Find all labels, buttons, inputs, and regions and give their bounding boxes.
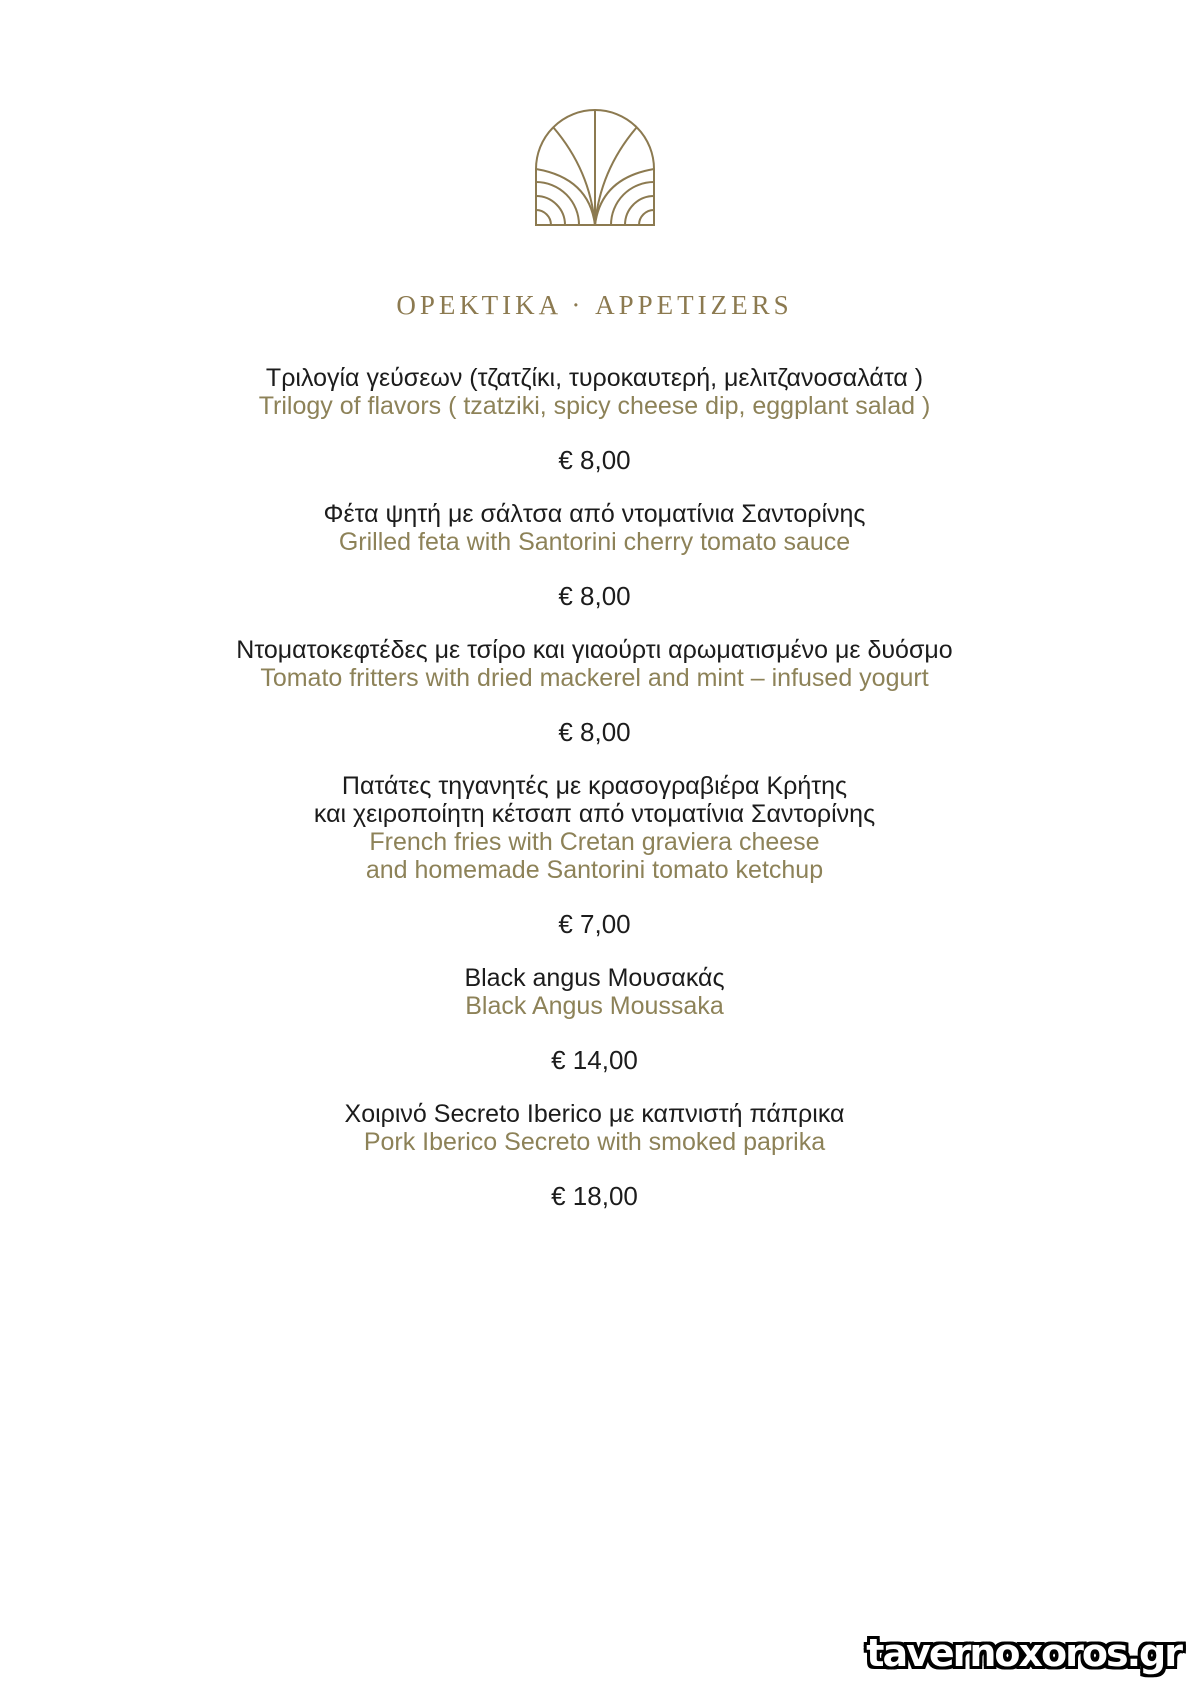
menu-item bbox=[0, 500, 1189, 610]
item-price: € 18,00 bbox=[551, 1181, 638, 1211]
item-name-english: Black Angus Moussaka bbox=[465, 992, 724, 1020]
item-name-greek: Ντοματοκεφτέδες με τσίρο και γιαούρτι αρωματισμένο με δυόσμο bbox=[236, 636, 953, 664]
menu-item bbox=[0, 772, 1189, 938]
item-name-greek: Τριλογία γεύσεων (τζατζίκι, τυροκαυτερή, μελιτζανοσαλάτα ) bbox=[265, 364, 924, 392]
menu-item bbox=[0, 636, 1189, 746]
item-name-greek: και χειροποίητη κέτσαπ από ντοματίνια Σαντορίνης bbox=[313, 800, 876, 828]
menu-item bbox=[0, 1100, 1189, 1210]
arch-palm-logo-icon bbox=[535, 108, 655, 226]
item-price: € 8,00 bbox=[558, 445, 631, 475]
item-name-english: Tomato fritters with dried mackerel and mint – infused yogurt bbox=[260, 664, 929, 692]
item-name-english: Pork Iberico Secreto with smoked paprika bbox=[363, 1128, 826, 1156]
item-name-greek: Χοιρινό Secreto Iberico με καπνιστή πάπρικα bbox=[344, 1100, 845, 1128]
menu-item bbox=[0, 964, 1189, 1074]
menu-item bbox=[0, 364, 1189, 474]
menu-list bbox=[0, 364, 1189, 1210]
section-title: ΟΡΕΚΤΙΚΑ · APPETIZERS bbox=[396, 290, 793, 320]
item-price: € 8,00 bbox=[558, 581, 631, 611]
item-price: € 8,00 bbox=[558, 717, 631, 747]
restaurant-logo bbox=[535, 108, 655, 226]
item-name-english: Grilled feta with Santorini cherry tomato sauce bbox=[338, 528, 851, 556]
item-name-greek: Black angus Μουσακάς bbox=[464, 964, 725, 992]
item-name-greek: Φέτα ψητή με σάλτσα από ντοματίνια Σαντορίνης bbox=[323, 500, 866, 528]
item-name-english: Trilogy of flavors ( tzatziki, spicy cheese dip, eggplant salad ) bbox=[258, 392, 931, 420]
item-price: € 14,00 bbox=[551, 1045, 638, 1075]
watermark: tavernoxoros.gr bbox=[866, 1631, 1181, 1675]
item-name-greek: Πατάτες τηγανητές με κρασογραβιέρα Κρήτης bbox=[341, 772, 848, 800]
item-name-english: and homemade Santorini tomato ketchup bbox=[365, 856, 824, 884]
item-price: € 7,00 bbox=[558, 909, 631, 939]
item-name-english: French fries with Cretan graviera cheese bbox=[369, 828, 820, 856]
